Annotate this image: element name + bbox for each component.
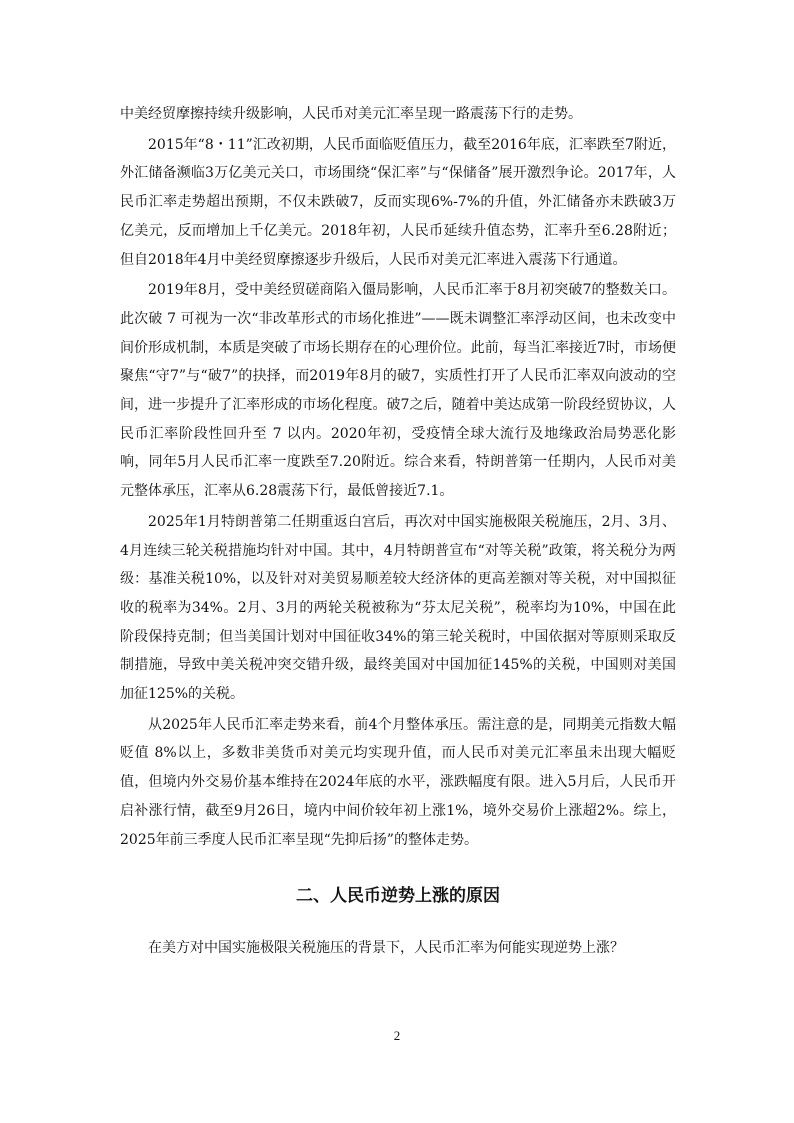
document-body	[120, 100, 676, 965]
paragraph-2015-reform: 2015年“8・11”汇改初期，人民币面临贬值压力，截至2016年底，汇率跌至7附近，外汇储备濒临3万亿美元关口，市场围绕“保汇率”与“保储备”展开激烈争论。2017年，人民币汇率走势超出预期，不仅未跌破7，反而实现6%-7%的升值，外汇储备亦未跌破3万亿美元，反而增加上千亿美元。2018年初，人民币延续升值态势，汇率升至6.28附近；但自2018年4月中美经贸摩擦逐步升级后，人民币对美元汇率进入震荡下行通道。	[120, 136, 676, 268]
paragraph-2019-break-7: 2019年8月，受中美经贸磋商陷入僵局影响，人民币汇率于8月初突破7的整数关口。此次破 7 可视为一次“非改革形式的市场化推进”——既未调整汇率浮动区间，也未改变中间价形成机制，本质是突破了市场长期存在的心理价位。此前，每当汇率接近7时，市场便聚焦“守7”与“破7”的抉择，而2019年8月的破7，实质性打开了人民币汇率双向波动的空间，进一步提升了汇率形成的市场化程度。破7之后，随着中美达成第一阶段经贸协议，人民币汇率阶段性回升至 7 以内。2020年初，受疫情全球大流行及地缘政治局势恶化影响，同年5月人民币汇率一度跌至7.20附近。综合来看，特朗普第一任期内，人民币对美元整体承压，汇率从6.28震荡下行，最低曾接近7.1。	[120, 282, 676, 500]
page-number: 2	[393, 1028, 401, 1043]
section-heading: 二、人民币逆势上涨的原因	[296, 886, 500, 907]
paragraph-2025-tariffs: 2025年1月特朗普第二任期重返白宫后，再次对中国实施极限关税施压，2月、3月、4月连续三轮关税措施均针对中国。其中，4月特朗普宣布“对等关税”政策，将关税分为两级：基准关税10%，以及针对对美贸易顺差较大经济体的更高差额对等关税，对中国拟征收的税率为34%。2月、3月的两轮关税被称为“芬太尼关税”，税率均为10%，中国在此阶段保持克制；但当美国计划对中国征收34%的第三轮关税时，中国依据对等原则采取反制措施，导致中美关税冲突交错升级，最终美国对中国加征145%的关税，中国则对美国加征125%的关税。	[120, 513, 676, 703]
paragraph-question: 在美方对中国实施极限关税施压的背景下，人民币汇率为何能实现逆势上涨？	[148, 940, 624, 957]
paragraph-continuation: 中美经贸摩擦持续升级影响，人民币对美元汇率呈现一路震荡下行的走势。	[120, 106, 582, 122]
paragraph-2025-rmb-trend: 从2025年人民币汇率走势来看，前4个月整体承压。需注意的是，同期美元指数大幅贬值 8%以上，多数非美货币对美元均实现升值，而人民币对美元汇率虽未出现大幅贬值，但境内外交易价基本维持在2024年底的水平，涨跌幅度有限。进入5月后，人民币开启补涨行情，截至9月26日，境内中间价较年初上涨1%，境外交易价上涨超2%。综上，2025年前三季度人民币汇率呈现“先抑后扬”的整体走势。	[120, 716, 676, 848]
